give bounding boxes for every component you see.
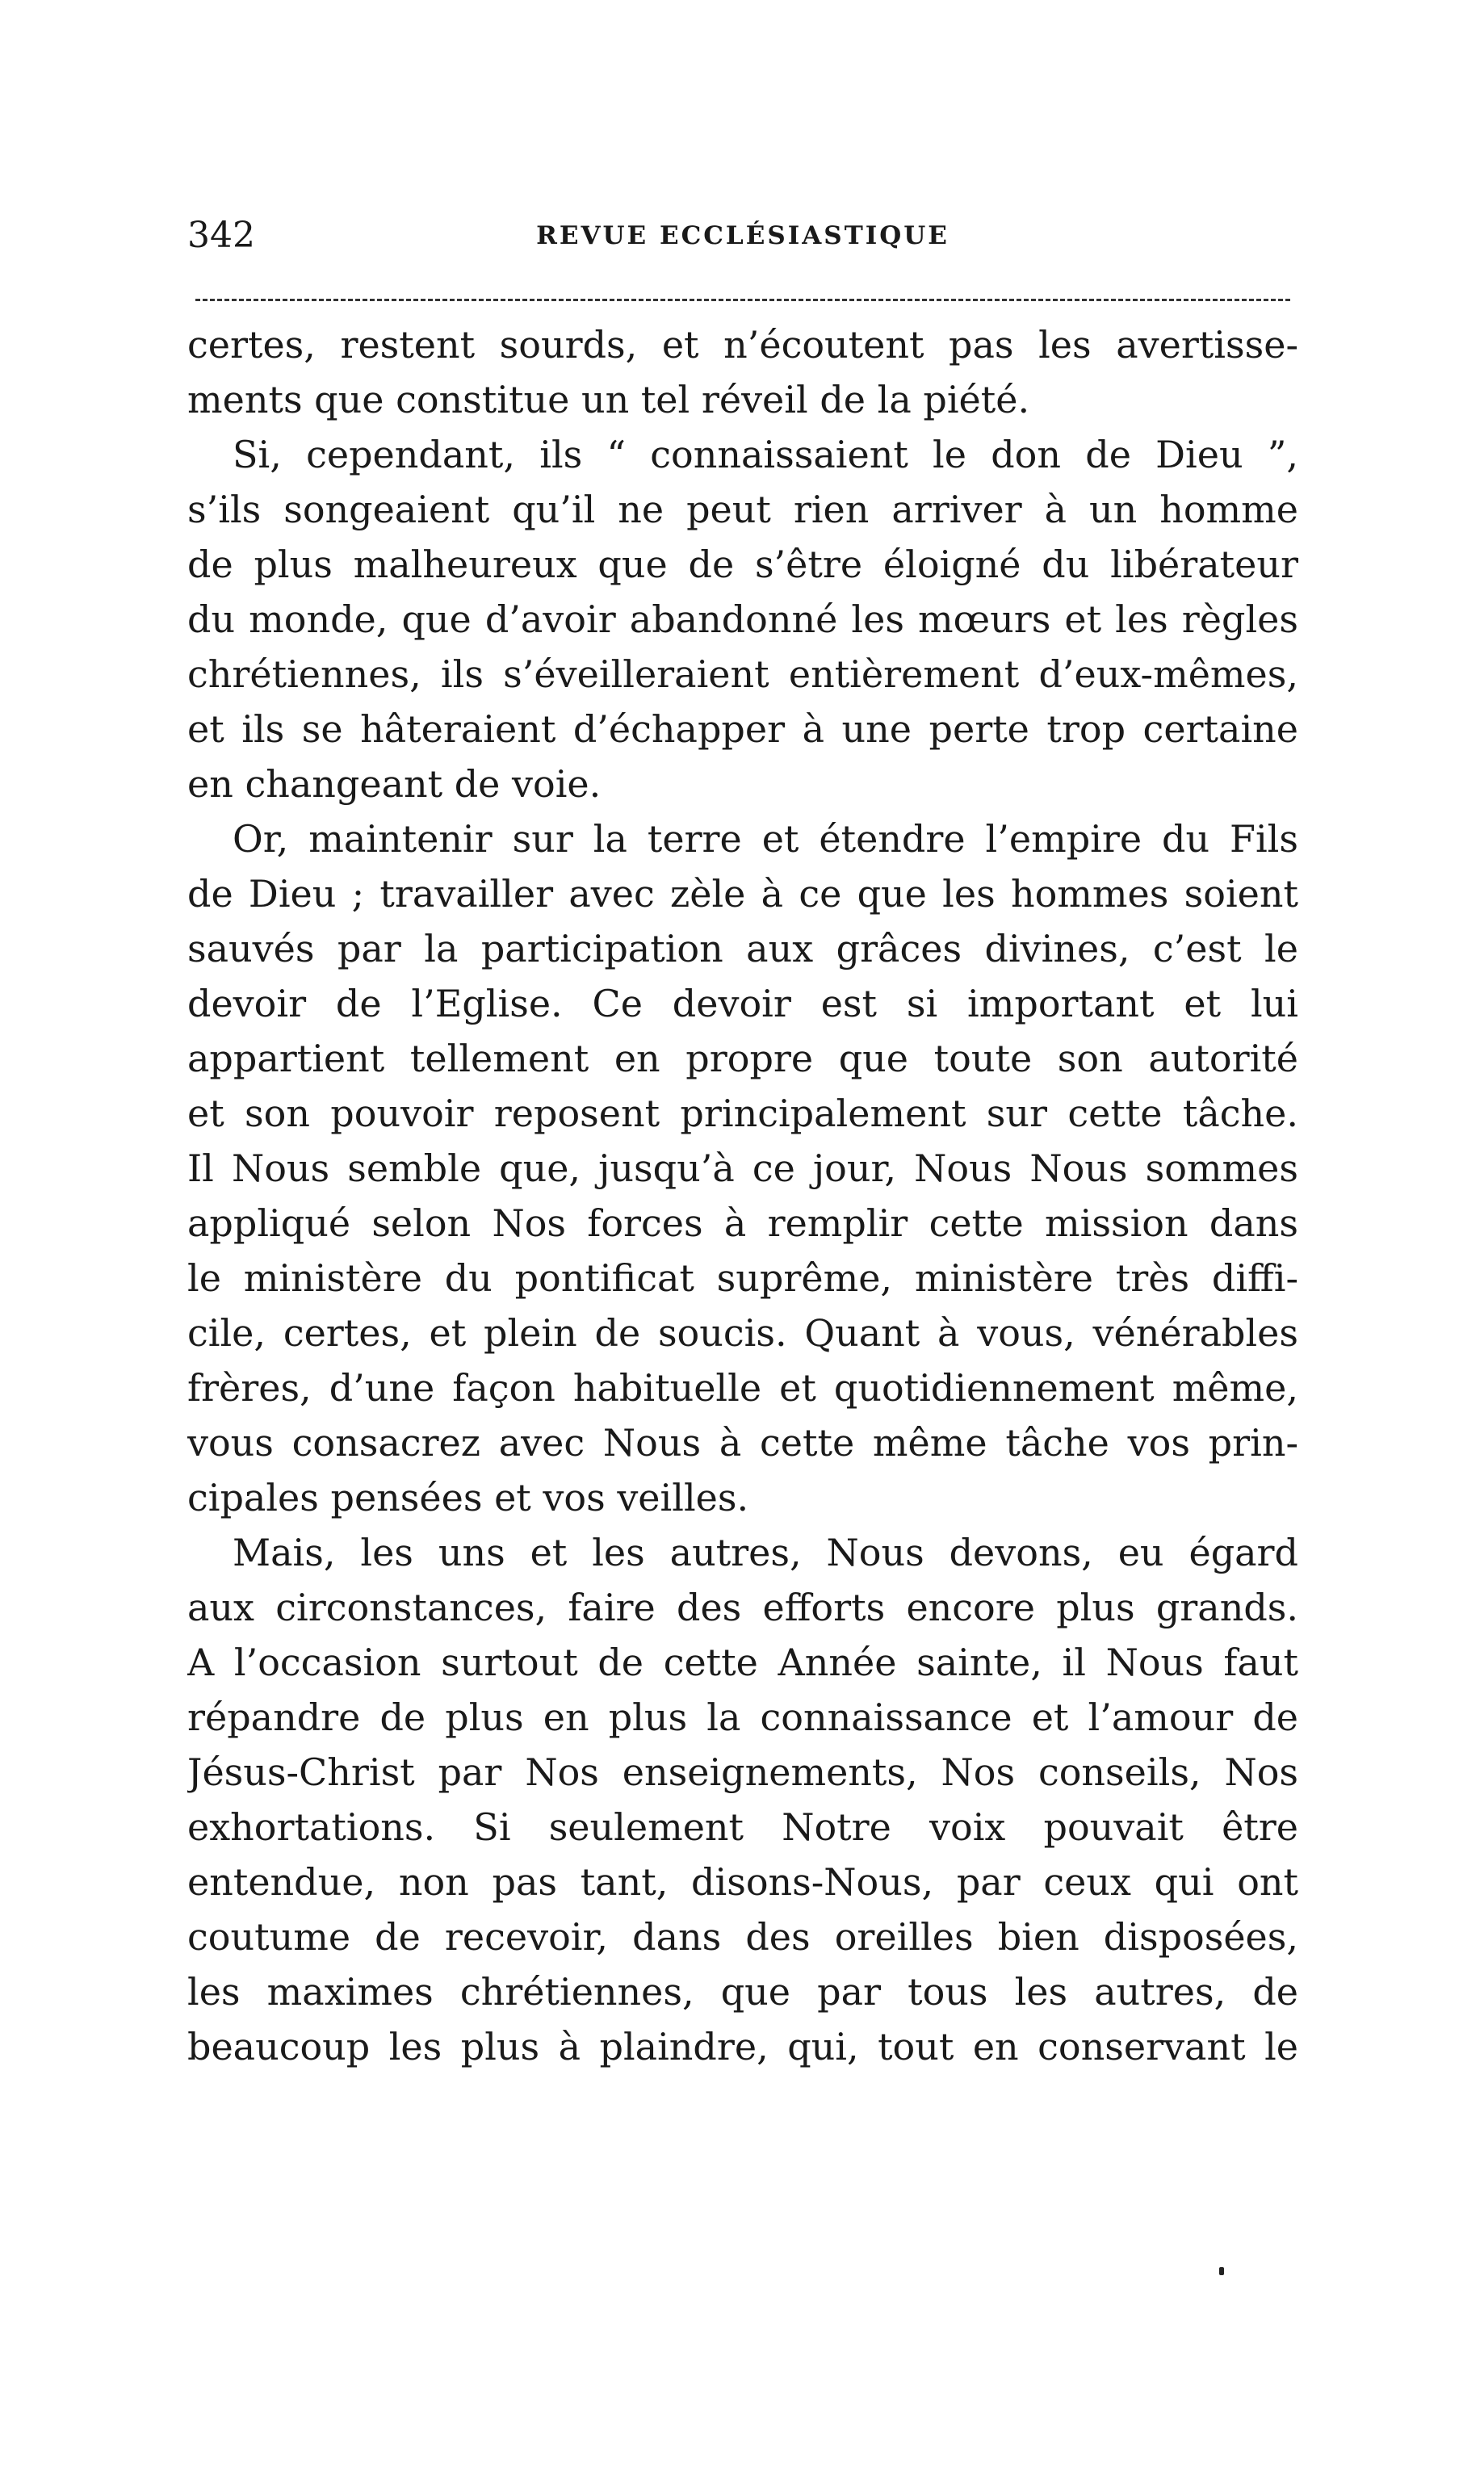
text-line: Jésus-Christ par Nos enseignements, Nos conseils, Nos [187, 1750, 1298, 1794]
text-line: répandre de plus en plus la connaissance et l’amour de [187, 1695, 1298, 1739]
running-head [187, 212, 1298, 260]
text-line: du monde, que d’avoir abandonné les mœurs et les règles [187, 597, 1298, 641]
text-line: A l’occasion surtout de cette Année sainte, il Nous faut [187, 1641, 1298, 1684]
text-line: Or, maintenir sur la terre et étendre l’empire du Fils [233, 817, 1298, 861]
book-page [187, 212, 1298, 2074]
text-line: frères, d’une façon habituelle et quotidiennement même, [187, 1366, 1298, 1410]
text-line: de Dieu ; travailler avec zèle à ce que les hommes soient [187, 872, 1298, 916]
body-text [187, 317, 1298, 2074]
ink-speck [1219, 2267, 1224, 2275]
text-line: cile, certes, et plein de soucis. Quant à vous, vénérables [187, 1311, 1298, 1355]
text-line: exhortations. Si seulement Notre voix pouvait être [187, 1805, 1298, 1849]
journal-title: REVUE ECCLÉSIASTIQUE [536, 221, 950, 250]
page-number: 342 [187, 215, 255, 256]
text-line: et ils se hâteraient d’échapper à une perte trop certaine [187, 707, 1298, 751]
text-line: cipales pensées et vos veilles. [187, 1476, 749, 1519]
text-line: s’ils songeaient qu’il ne peut rien arriver à un homme [187, 488, 1298, 531]
text-line: sauvés par la participation aux grâces divines, c’est le [187, 927, 1298, 970]
text-line: beaucoup les plus à plaindre, qui, tout en conservant le [187, 2025, 1298, 2069]
text-line: et son pouvoir reposent principalement sur cette tâche. [187, 1092, 1298, 1135]
text-line: Mais, les uns et les autres, Nous devons, eu égard [233, 1531, 1298, 1574]
text-line: de plus malheureux que de s’être éloigné du libérateur [187, 543, 1298, 586]
text-line: appliqué selon Nos forces à remplir cette mission dans [187, 1201, 1298, 1245]
text-line: chrétiennes, ils s’éveilleraient entièrement d’eux-mêmes, [187, 652, 1298, 696]
text-line: coutume de recevoir, dans des oreilles bien disposées, [187, 1915, 1298, 1959]
paragraph [187, 427, 1298, 811]
header-rule [195, 299, 1290, 301]
text-line: en changeant de voie. [187, 762, 602, 806]
text-line: devoir de l’Eglise. Ce devoir est si important et lui [187, 982, 1298, 1025]
text-line: le ministère du pontificat suprême, ministère très diffi- [187, 1256, 1298, 1300]
text-line: appartient tellement en propre que toute son autorité [187, 1037, 1298, 1080]
text-line: vous consacrez avec Nous à cette même tâche vos prin- [187, 1421, 1298, 1465]
text-line: Si, cependant, ils “ connaissaient le don de Dieu ”, [233, 433, 1298, 476]
paragraph [187, 1525, 1298, 2074]
text-line: les maximes chrétiennes, que par tous les autres, de [187, 1970, 1298, 2014]
paragraph [187, 317, 1298, 427]
text-line: aux circonstances, faire des efforts encore plus grands. [187, 1586, 1298, 1629]
text-line: entendue, non pas tant, disons-Nous, par ceux qui ont [187, 1860, 1298, 1904]
text-line: ments que constitue un tel réveil de la piété. [187, 378, 1030, 421]
paragraph [187, 811, 1298, 1525]
text-line: certes, restent sourds, et n’écoutent pas les avertisse- [187, 323, 1298, 367]
text-line: Il Nous semble que, jusqu’à ce jour, Nous Nous sommes [187, 1146, 1298, 1190]
